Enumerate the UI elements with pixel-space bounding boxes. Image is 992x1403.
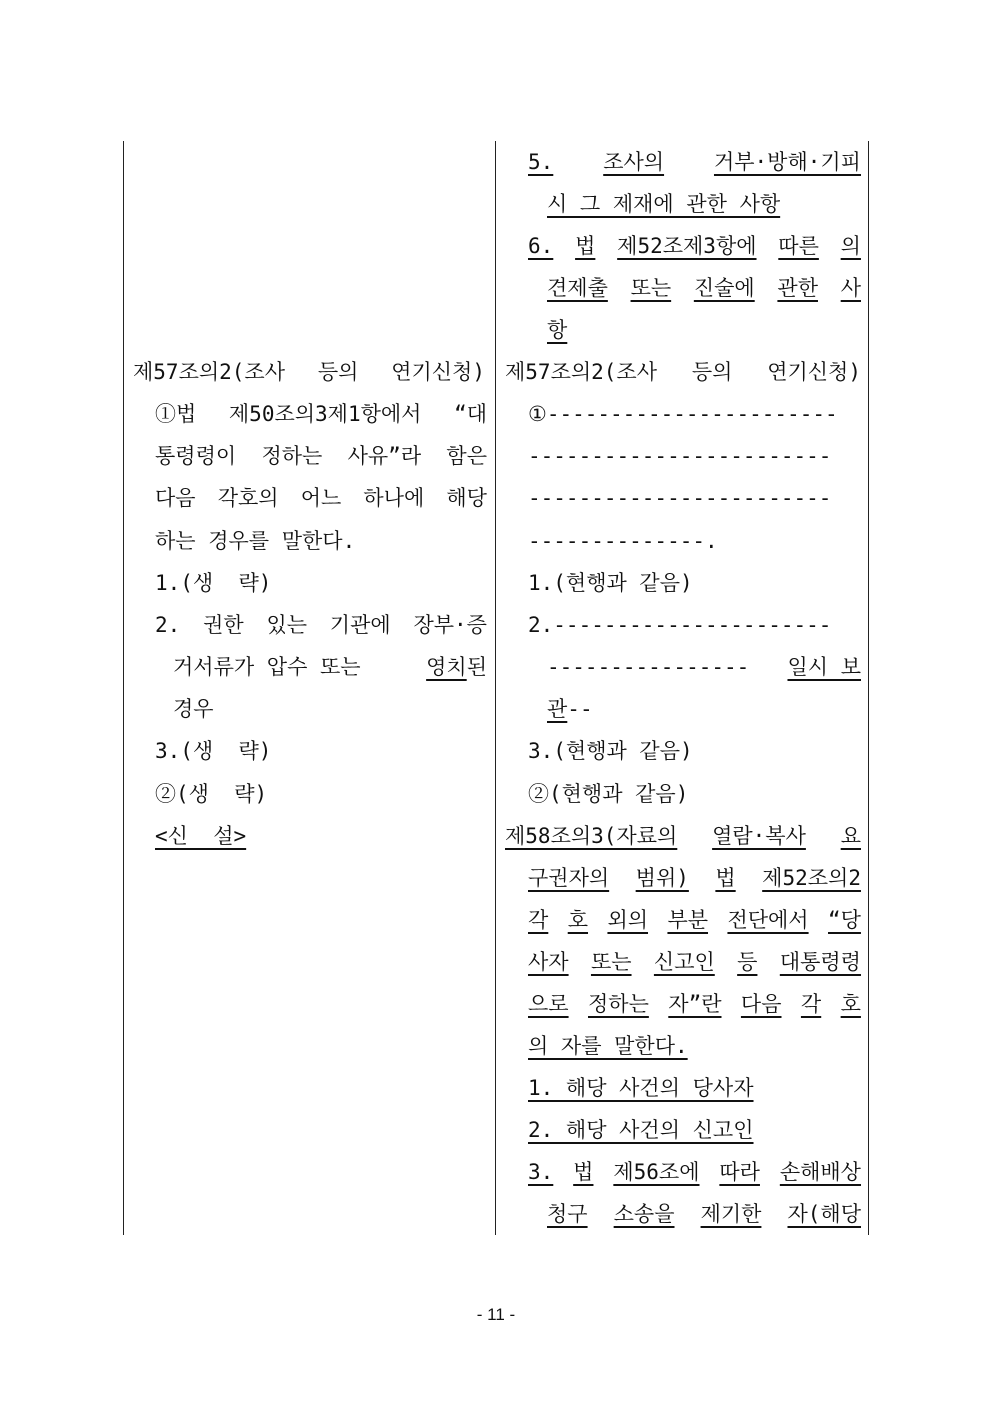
paragraph-line: ②(생 략) — [155, 782, 268, 806]
word: 청구 — [547, 1202, 588, 1226]
word: 함은 — [446, 444, 487, 468]
paragraph-line — [155, 399, 487, 429]
word: “당 — [828, 908, 861, 932]
word: 제57조의2(조사 — [505, 360, 658, 384]
word: 호 — [567, 908, 589, 932]
word: 제56조에 — [613, 1160, 700, 1184]
word: 해당 — [446, 486, 487, 510]
word: 제52조제3항에 — [617, 234, 757, 258]
word: 진술에 — [693, 276, 755, 300]
word: 5. — [528, 150, 554, 174]
word: 소송을 — [613, 1202, 675, 1226]
paragraph-line — [528, 947, 861, 977]
word: 견제출 — [547, 276, 608, 300]
paragraph-line: --------------. — [528, 529, 718, 553]
word: 신고인 — [653, 950, 715, 974]
paragraph-line: ------------------------ — [528, 444, 832, 468]
word: 있는 — [266, 613, 308, 637]
word: 3. — [528, 1160, 554, 1184]
word: “대 — [454, 402, 487, 426]
word: 호 — [840, 992, 861, 1016]
word: 손해배상 — [779, 1160, 861, 1184]
paragraph-line: 의 자를 말한다. — [528, 1034, 688, 1058]
word: 따라 — [719, 1160, 760, 1184]
word: 법 — [715, 866, 736, 890]
paragraph-line: ②(현행과 같음) — [528, 782, 689, 806]
word: 대통령령 — [779, 950, 861, 974]
list-item: 1. 해당 사건의 당사자 — [528, 1076, 754, 1100]
word: 자”란 — [668, 992, 722, 1016]
word: 다음 — [740, 992, 782, 1016]
word: 등 — [737, 950, 758, 974]
word: 으로 — [528, 992, 569, 1016]
word: 권한 — [203, 613, 244, 637]
word: 사유”라 — [347, 444, 422, 468]
comparison-table — [123, 141, 869, 1235]
word: 각호의 — [217, 486, 279, 510]
word: 2. — [155, 613, 181, 637]
list-item-continued: 경우 — [173, 697, 214, 721]
word: 또는 — [590, 950, 632, 974]
list-item: 2. 해당 사건의 신고인 — [528, 1118, 754, 1142]
table-border-left — [123, 141, 124, 1235]
article-heading — [505, 357, 861, 387]
word: 의 — [840, 234, 861, 258]
paragraph-line — [155, 483, 487, 513]
word: 또는 — [630, 276, 672, 300]
list-item-continued: 거서류가 압수 또는 영치된 — [173, 655, 487, 679]
word: 등의 — [691, 360, 733, 384]
word: 요 — [840, 824, 861, 848]
list-item-continued: 관 -- — [547, 697, 593, 721]
list-item-continued — [547, 273, 861, 303]
list-item-continued: 시 그 제재에 관한 사항 — [547, 192, 781, 216]
word: 각 — [800, 992, 822, 1016]
paragraph-line — [528, 905, 861, 935]
word: 하나에 — [363, 486, 425, 510]
word: 어느 — [300, 486, 342, 510]
paragraph-line — [528, 863, 861, 893]
word: 법 — [573, 1160, 594, 1184]
word: 정하는 — [588, 992, 649, 1016]
word: 제50조의3제1항에서 — [228, 402, 422, 426]
list-item — [528, 231, 861, 261]
word: 따른 — [778, 234, 819, 258]
list-item — [528, 1157, 861, 1187]
word: 장부·증 — [413, 613, 487, 637]
list-item: 1.(생 략) — [155, 571, 272, 595]
list-item-continued: 항 — [547, 318, 568, 342]
new-article-heading — [505, 821, 861, 851]
word: 열람·복사 — [712, 824, 806, 848]
paragraph-line: ①----------------------- — [528, 402, 838, 426]
word: 자(해당 — [787, 1202, 861, 1226]
word: 각 — [528, 908, 549, 932]
word: 제기한 — [700, 1202, 762, 1226]
word: 등의 — [317, 360, 359, 384]
word: 기관에 — [329, 613, 391, 637]
word: 부분 — [667, 908, 709, 932]
word: 연기신청) — [391, 360, 485, 384]
word: 제57조의2(조사 — [133, 360, 286, 384]
word: 구권자의 — [528, 866, 610, 890]
word: 사 — [840, 276, 861, 300]
paragraph-line: 하는 경우를 말한다. — [155, 529, 356, 553]
list-item — [528, 147, 861, 177]
new-provision-marker: <신 설> — [155, 824, 247, 848]
word: ①법 — [155, 402, 197, 426]
page-number: - 11 - — [476, 1305, 516, 1324]
word: 제52조의2 — [762, 866, 861, 890]
list-item: 2.---------------------- — [528, 613, 832, 637]
word: 외의 — [607, 908, 649, 932]
word: 제58조의3(자료의 — [505, 824, 678, 848]
word: 6. — [528, 234, 554, 258]
list-item-continued: ---------------- 일시 보 — [547, 652, 861, 682]
list-item: 1.(현행과 같음) — [528, 571, 693, 595]
word: 거부·방해·기피 — [713, 150, 861, 174]
word: 범위) — [635, 866, 689, 890]
list-item — [155, 610, 487, 640]
word: 정하는 — [261, 444, 323, 468]
word: 사자 — [528, 950, 569, 974]
paragraph-line — [528, 989, 861, 1019]
word: 다음 — [155, 486, 196, 510]
table-divider — [495, 141, 496, 1235]
list-item: 3.(생 략) — [155, 739, 272, 763]
word: 연기신청) — [767, 360, 861, 384]
word: 법 — [575, 234, 596, 258]
underlined-term: 영치 — [426, 655, 467, 679]
list-item-continued — [547, 1199, 861, 1229]
word: 전단에서 — [727, 908, 809, 932]
word: 관한 — [777, 276, 818, 300]
paragraph-line: ------------------------ — [528, 486, 832, 510]
table-border-right — [868, 141, 869, 1235]
word: 통령령이 — [155, 444, 237, 468]
word: 조사의 — [603, 150, 665, 174]
list-item: 3.(현행과 같음) — [528, 739, 693, 763]
paragraph-line — [155, 441, 487, 471]
article-heading — [133, 357, 485, 387]
underlined-amendment: 일시 보 — [787, 655, 861, 679]
